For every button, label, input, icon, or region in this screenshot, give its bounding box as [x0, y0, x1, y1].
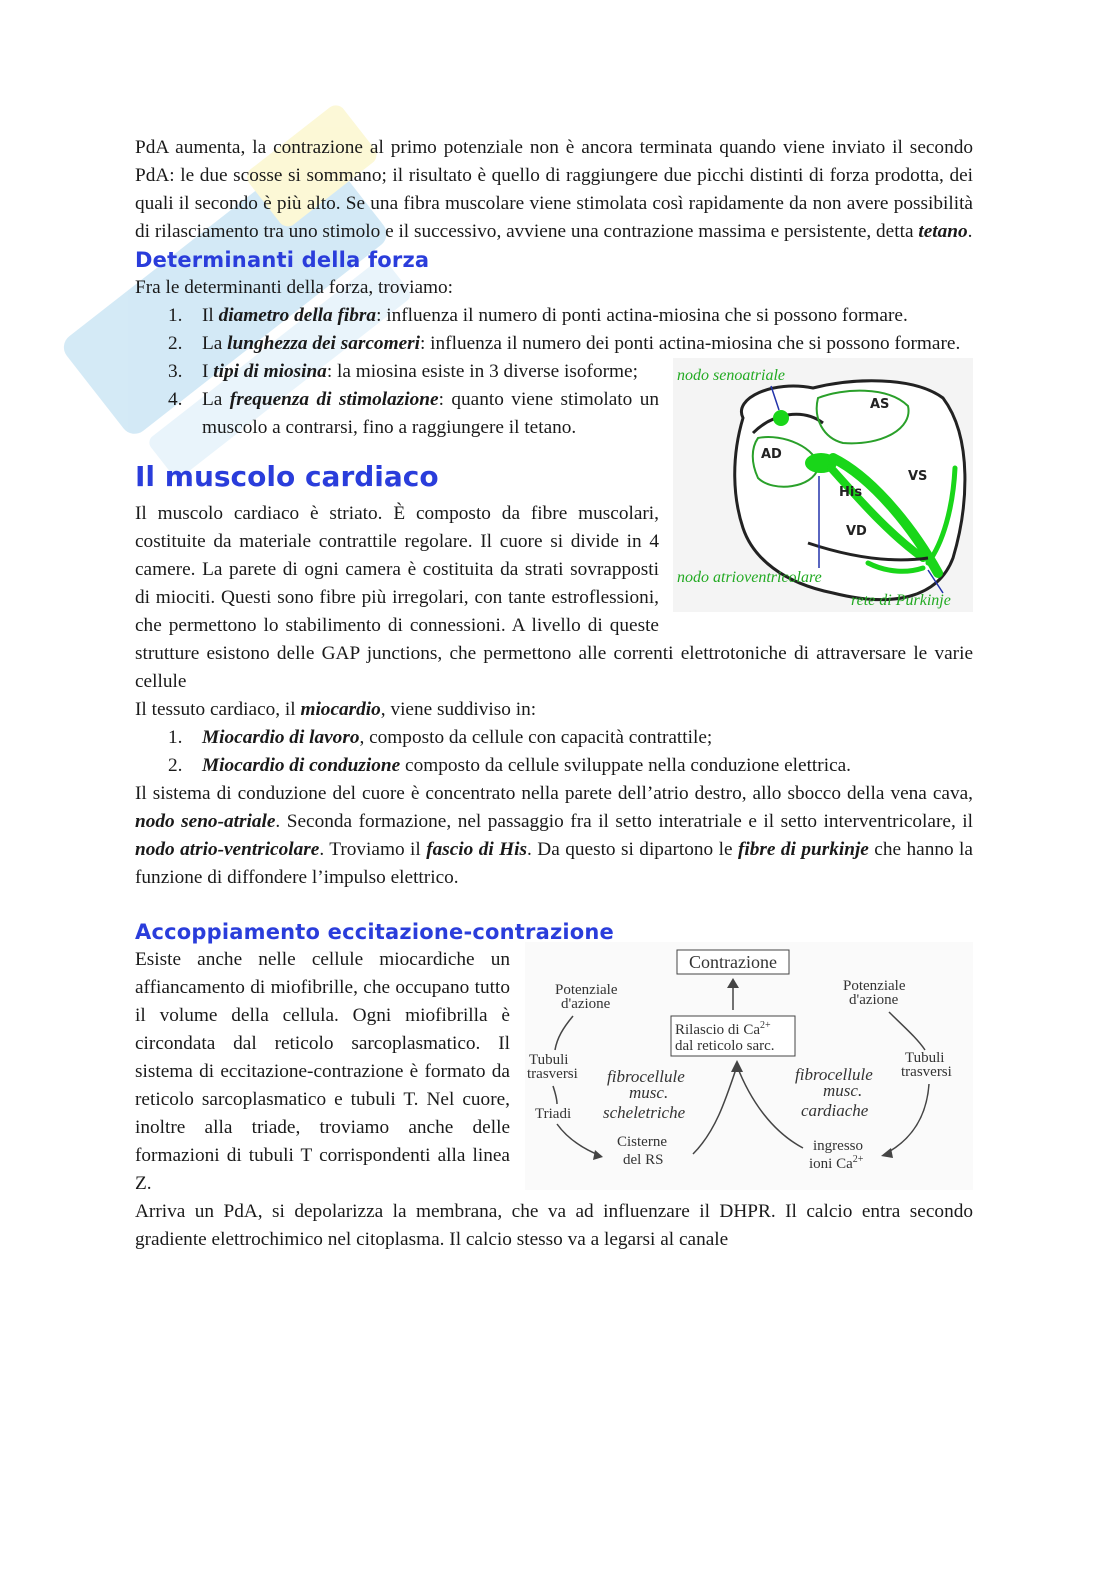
list-item: 1. Il diametro della fibra: influenza il numero di ponti actina-miosina che si possono formare. — [168, 305, 908, 326]
svg-text:d'azione: d'azione — [849, 992, 899, 1008]
svg-text:scheletriche: scheletriche — [603, 1103, 686, 1122]
excitation-contraction-diagram — [525, 942, 973, 1190]
accoppiamento-paragraph: Esiste anche nelle cellule miocardiche un affiancamento di miofibrille, che occupano tutto il volume della cellula. Ogni miofibrilla è circondata dal reticolo sarcoplasmatico. Il sistema di eccitazione-contrazione è formato da reticolo sarcoplasmatico e tubuli T. Nel cuore, inoltre alla triade, troviamo anche delle formazioni di tubuli T corrispondenti alla linea Z. — [135, 949, 510, 1194]
intro-paragraph: PdA aumenta, la contrazione al primo potenziale non è ancora terminata quando viene inviato il secondo PdA: le due scosse si sommano; il risultato è quello di raggiungere due picchi distinti di forza prodotta, dei quali il secondo è più alto. Se una fibra muscolare viene stimolata così rapidamente da non avere possibilità di rilasciamento tra uno stimolo e il successivo, avviene una contrazione massima e persistente, detta tetano. — [135, 137, 973, 242]
label-cisterne: Cisterne — [617, 1134, 667, 1150]
label-fibro-scheletriche: fibrocellule — [607, 1067, 685, 1086]
label-nodo-senoatriale: nodo senoatriale — [677, 367, 785, 384]
determinanti-list — [135, 302, 973, 358]
svg-text:cardiache: cardiache — [801, 1101, 869, 1120]
svg-text:trasversi: trasversi — [527, 1066, 578, 1082]
list-item: 1. Miocardio di lavoro, composto da cellule con capacità contrattile; — [168, 727, 713, 748]
label-rete-purkinje: rete di Purkinje — [851, 592, 951, 609]
label-contrazione: Contrazione — [689, 952, 777, 972]
document-page — [135, 134, 973, 1254]
label-triadi: Triadi — [535, 1106, 572, 1122]
heading-muscolo-cardiaco: Il muscolo cardiaco — [135, 460, 439, 493]
label-tubuli-dx: Tubuli — [905, 1050, 945, 1066]
label-rilascio: Rilascio di Ca — [675, 1022, 760, 1038]
svg-text:trasversi: trasversi — [901, 1064, 952, 1080]
label-ingresso: ingresso — [813, 1138, 863, 1154]
conduzione-paragraph: Il sistema di conduzione del cuore è concentrato nella parete dell’atrio destro, allo sbocco della vena cava, nodo seno-atriale. Seconda formazione, nel passaggio fra il setto interatriale e il setto interventricolare, il nodo atrio-ventricolare. Troviamo il fascio di His. Da questo si dipartono le fibre di purkinje che hanno la funzione di diffondere l’impulso elettrico. — [135, 783, 973, 888]
list-item: 4. La frequenza di stimolazione: quanto viene stimolato un muscolo a contrarsi, fino a raggiungere il tetano. — [168, 389, 659, 438]
svg-text:d'azione: d'azione — [561, 996, 611, 1012]
list-item: 2. Miocardio di conduzione composto da cellule sviluppate nella conduzione elettrica. — [168, 755, 852, 776]
tessuto-paragraph: Il tessuto cardiaco, il miocardio, viene suddiviso in: — [135, 699, 537, 720]
label-ioni-ca: ioni Ca — [809, 1156, 853, 1172]
svg-text:ioni Ca2+: ioni $Ca^{2+}$ — [809, 1154, 864, 1172]
miocardio-list — [135, 724, 973, 780]
heading-accoppiamento: Accoppiamento eccitazione-contrazione — [135, 920, 614, 944]
svg-text:del RS: del RS — [623, 1152, 664, 1168]
term-tetano: tetano — [918, 221, 968, 242]
label-fibro-cardiache: fibrocellule — [795, 1065, 873, 1084]
label-VD: VD — [846, 524, 867, 539]
svg-text:musc.: musc. — [629, 1083, 669, 1102]
label-potenziale-sx: Potenziale — [555, 982, 618, 998]
label-AS: AS — [870, 397, 890, 412]
svg-text:musc.: musc. — [823, 1081, 863, 1100]
label-His: His — [839, 485, 863, 500]
label-AD: AD — [761, 447, 782, 462]
svg-text:Rilascio di Ca2+: Rilascio di $Ca^{2+}$ — [675, 1020, 771, 1038]
cardiaco-paragraph: Il muscolo cardiaco è striato. È composto da fibre muscolari, costituite da materiale contrattile regolare. Il cuore si divide in 4 camere. La parete di ogni camera è costituita da strati sovrapposti di miociti. Questi sono fibre più irregolari, con tante estroflessioni, che permettono lo stabilimento di connessioni. A livello di queste strutture esistono delle GAP junctions, che permettono alle correnti elettrotoniche di attraversare le varie cellule — [135, 503, 973, 692]
label-potenziale-dx: Potenziale — [843, 978, 906, 994]
label-nodo-atrioventricolare: nodo atrioventricolare — [677, 569, 822, 586]
label-VS: VS — [908, 469, 928, 484]
heading-determinanti: Determinanti della forza — [135, 248, 430, 272]
determinanti-list-continued — [135, 358, 973, 442]
list-item: 3. I tipi di miosina: la miosina esiste in 3 diverse isoforme; — [168, 361, 638, 382]
determinanti-intro: Fra le determinanti della forza, troviamo: — [135, 277, 454, 298]
label-dal-reticolo: dal reticolo sarc. — [675, 1038, 775, 1054]
final-paragraph: Arriva un PdA, si depolarizza la membrana, che va ad influenzare il DHPR. Il calcio entra secondo gradiente elettrochimico nel citoplasma. Il calcio stesso va a legarsi al canale — [135, 1201, 973, 1250]
list-item: 2. La lunghezza dei sarcomeri: influenza il numero dei ponti actina-miosina che si possono formare. — [168, 333, 961, 354]
label-tubuli-sx: Tubuli — [529, 1052, 569, 1068]
